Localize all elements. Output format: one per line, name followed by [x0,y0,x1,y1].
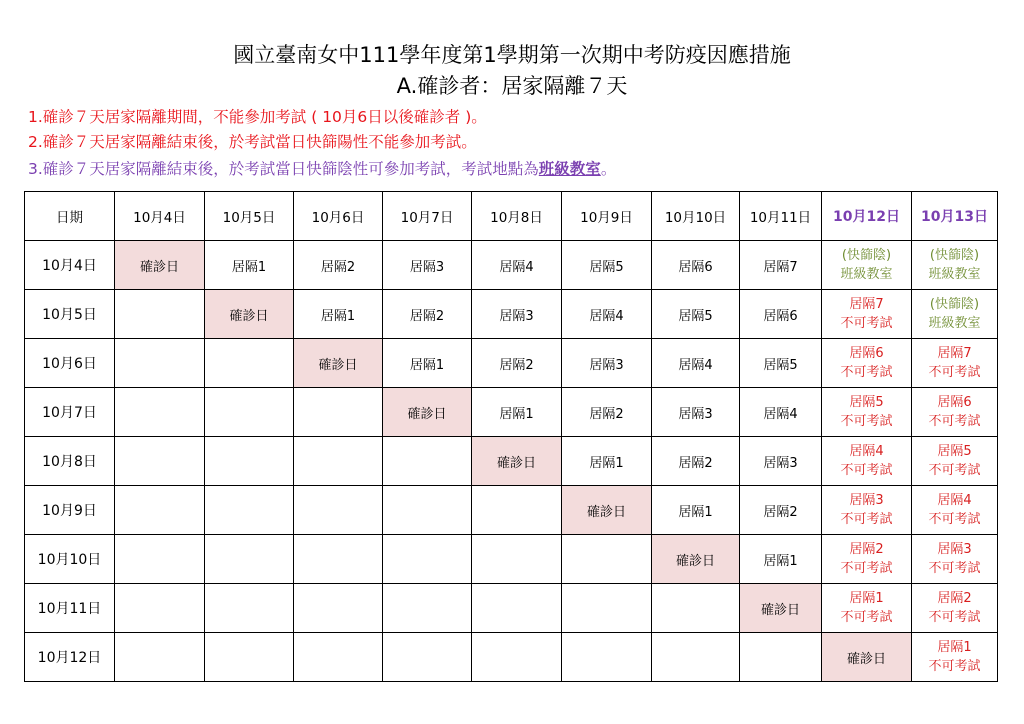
empty-cell [383,486,472,535]
quarantine-day-cell: 居隔3 [383,241,472,290]
empty-cell [205,437,294,486]
note-3-text: 3.確診７天居家隔離結束後，於考試當日快篩陰性可參加考試，考試地點為 [28,160,539,178]
status-cell-classroom [822,241,912,290]
quarantine-day-cell: 居隔1 [562,437,652,486]
corner-cell: 日期 [25,192,115,241]
status-line-1: 居隔1 [937,640,972,655]
empty-cell [383,633,472,682]
status-line-1: 居隔2 [849,542,884,557]
header-row [25,192,998,241]
quarantine-day-cell: 居隔5 [652,290,740,339]
quarantine-day-cell: 居隔5 [740,339,822,388]
status-cell-no-exam [822,535,912,584]
quarantine-day-cell: 居隔4 [562,290,652,339]
quarantine-day-cell: 居隔1 [383,339,472,388]
quarantine-day-cell: 居隔2 [740,486,822,535]
row-date: 10月12日 [25,633,115,682]
quarantine-day-cell: 居隔1 [205,241,294,290]
status-line-2: 不可考試 [840,610,893,625]
empty-cell [383,437,472,486]
header-date: 10月6日 [294,192,383,241]
status-cell-no-exam [912,339,998,388]
status-cell-no-exam [912,388,998,437]
status-line-2: 不可考試 [840,365,893,380]
empty-cell [205,633,294,682]
empty-cell [115,535,205,584]
status-cell-no-exam [822,339,912,388]
status-line-1: (快篩陰) [841,248,892,263]
quarantine-day-cell: 居隔4 [652,339,740,388]
table-row [25,486,998,535]
empty-cell [294,535,383,584]
quarantine-day-cell: 居隔2 [294,241,383,290]
status-cell-classroom [912,290,998,339]
table-row [25,633,998,682]
status-cell-no-exam [822,290,912,339]
note-1: 1.確診７天居家隔離期間，不能參加考試 ( 10月6日以後確診者 )。 [28,108,487,126]
quarantine-day-cell: 居隔6 [652,241,740,290]
status-cell-no-exam [912,437,998,486]
table-row [25,437,998,486]
document-title: 國立臺南女中111學年度第1學期第一次期中考防疫因應措施 [233,43,791,67]
table-row [25,241,998,290]
empty-cell [472,633,562,682]
status-cell-classroom [912,241,998,290]
status-line-1: 居隔2 [937,591,972,606]
table-row [25,290,998,339]
empty-cell [115,633,205,682]
status-cell-no-exam [822,437,912,486]
status-cell-no-exam [912,535,998,584]
quarantine-day-cell: 居隔1 [652,486,740,535]
status-line-2: 不可考試 [928,659,981,674]
quarantine-day-cell: 居隔3 [562,339,652,388]
diagnosis-day-cell: 確診日 [205,290,294,339]
note-3-suffix: 。 [600,160,617,178]
note-2: 2.確診７天居家隔離結束後，於考試當日快篩陽性不能參加考試。 [28,133,477,151]
status-line-2: 班級教室 [928,267,981,282]
diagnosis-day-cell: 確診日 [294,339,383,388]
table-row [25,584,998,633]
header-date: 10月5日 [205,192,294,241]
empty-cell [115,486,205,535]
empty-cell [115,437,205,486]
status-line-2: 不可考試 [928,365,981,380]
diagnosis-day-cell: 確診日 [652,535,740,584]
quarantine-day-cell: 居隔4 [740,388,822,437]
status-line-1: 居隔4 [937,493,972,508]
empty-cell [652,633,740,682]
status-cell-no-exam [912,584,998,633]
status-cell-no-exam [822,486,912,535]
table-row [25,535,998,584]
header-date: 10月7日 [383,192,472,241]
note-3-highlight: 班級教室 [538,160,601,178]
empty-cell [652,584,740,633]
quarantine-day-cell: 居隔7 [740,241,822,290]
header-date: 10月9日 [562,192,652,241]
empty-cell [383,535,472,584]
status-line-1: 居隔3 [849,493,884,508]
diagnosis-day-cell: 確診日 [822,633,912,682]
table-row [25,339,998,388]
empty-cell [562,633,652,682]
status-line-1: 居隔3 [937,542,972,557]
empty-cell [562,535,652,584]
empty-cell [115,584,205,633]
empty-cell [294,437,383,486]
quarantine-day-cell: 居隔5 [562,241,652,290]
note-3 [28,158,616,180]
empty-cell [115,290,205,339]
empty-cell [472,486,562,535]
empty-cell [205,388,294,437]
row-date: 10月11日 [25,584,115,633]
quarantine-day-cell: 居隔2 [383,290,472,339]
status-line-2: 不可考試 [928,610,981,625]
empty-cell [294,584,383,633]
status-cell-no-exam [822,584,912,633]
quarantine-day-cell: 居隔3 [472,290,562,339]
empty-cell [205,339,294,388]
empty-cell [205,584,294,633]
diagnosis-day-cell: 確診日 [115,241,205,290]
quarantine-day-cell: 居隔1 [294,290,383,339]
empty-cell [383,584,472,633]
status-line-2: 不可考試 [928,512,981,527]
row-date: 10月6日 [25,339,115,388]
quarantine-day-cell: 居隔2 [652,437,740,486]
header-date: 10月11日 [740,192,822,241]
status-line-1: 居隔5 [937,444,972,459]
quarantine-day-cell: 居隔6 [740,290,822,339]
empty-cell [562,584,652,633]
status-line-1: 居隔4 [849,444,884,459]
quarantine-day-cell: 居隔3 [740,437,822,486]
document-subtitle: A.確診者：居家隔離７天 [396,74,628,98]
status-line-2: 不可考試 [928,463,981,478]
status-line-1: 居隔5 [849,395,884,410]
status-line-2: 班級教室 [928,316,981,331]
row-date: 10月10日 [25,535,115,584]
empty-cell [740,633,822,682]
empty-cell [294,486,383,535]
empty-cell [115,339,205,388]
diagnosis-day-cell: 確診日 [383,388,472,437]
quarantine-day-cell: 居隔1 [740,535,822,584]
status-line-2: 不可考試 [840,414,893,429]
row-date: 10月9日 [25,486,115,535]
status-cell-no-exam [912,486,998,535]
status-line-2: 不可考試 [840,463,893,478]
empty-cell [472,584,562,633]
status-cell-no-exam [912,633,998,682]
status-line-1: 居隔1 [849,591,884,606]
empty-cell [294,388,383,437]
quarantine-day-cell: 居隔4 [472,241,562,290]
empty-cell [205,486,294,535]
status-line-2: 不可考試 [840,316,893,331]
status-line-1: 居隔7 [937,346,972,361]
empty-cell [115,388,205,437]
diagnosis-day-cell: 確診日 [740,584,822,633]
empty-cell [294,633,383,682]
row-date: 10月7日 [25,388,115,437]
status-line-1: 居隔6 [937,395,972,410]
status-line-1: (快篩陰) [929,297,980,312]
header-exam-date: 10月12日 [822,192,912,241]
header-date: 10月8日 [472,192,562,241]
status-cell-no-exam [822,388,912,437]
header-date: 10月10日 [652,192,740,241]
header-exam-date: 10月13日 [912,192,998,241]
status-line-1: (快篩陰) [929,248,980,263]
diagnosis-day-cell: 確診日 [472,437,562,486]
status-line-2: 不可考試 [928,561,981,576]
status-line-1: 居隔6 [849,346,884,361]
status-line-2: 班級教室 [840,267,893,282]
empty-cell [472,535,562,584]
status-line-2: 不可考試 [840,512,893,527]
row-date: 10月4日 [25,241,115,290]
status-line-2: 不可考試 [928,414,981,429]
quarantine-day-cell: 居隔1 [472,388,562,437]
status-line-2: 不可考試 [840,561,893,576]
diagnosis-day-cell: 確診日 [562,486,652,535]
quarantine-day-cell: 居隔3 [652,388,740,437]
row-date: 10月8日 [25,437,115,486]
table-row [25,388,998,437]
quarantine-schedule-table [24,191,998,682]
quarantine-day-cell: 居隔2 [562,388,652,437]
row-date: 10月5日 [25,290,115,339]
empty-cell [205,535,294,584]
status-line-1: 居隔7 [849,297,884,312]
quarantine-day-cell: 居隔2 [472,339,562,388]
header-date: 10月4日 [115,192,205,241]
